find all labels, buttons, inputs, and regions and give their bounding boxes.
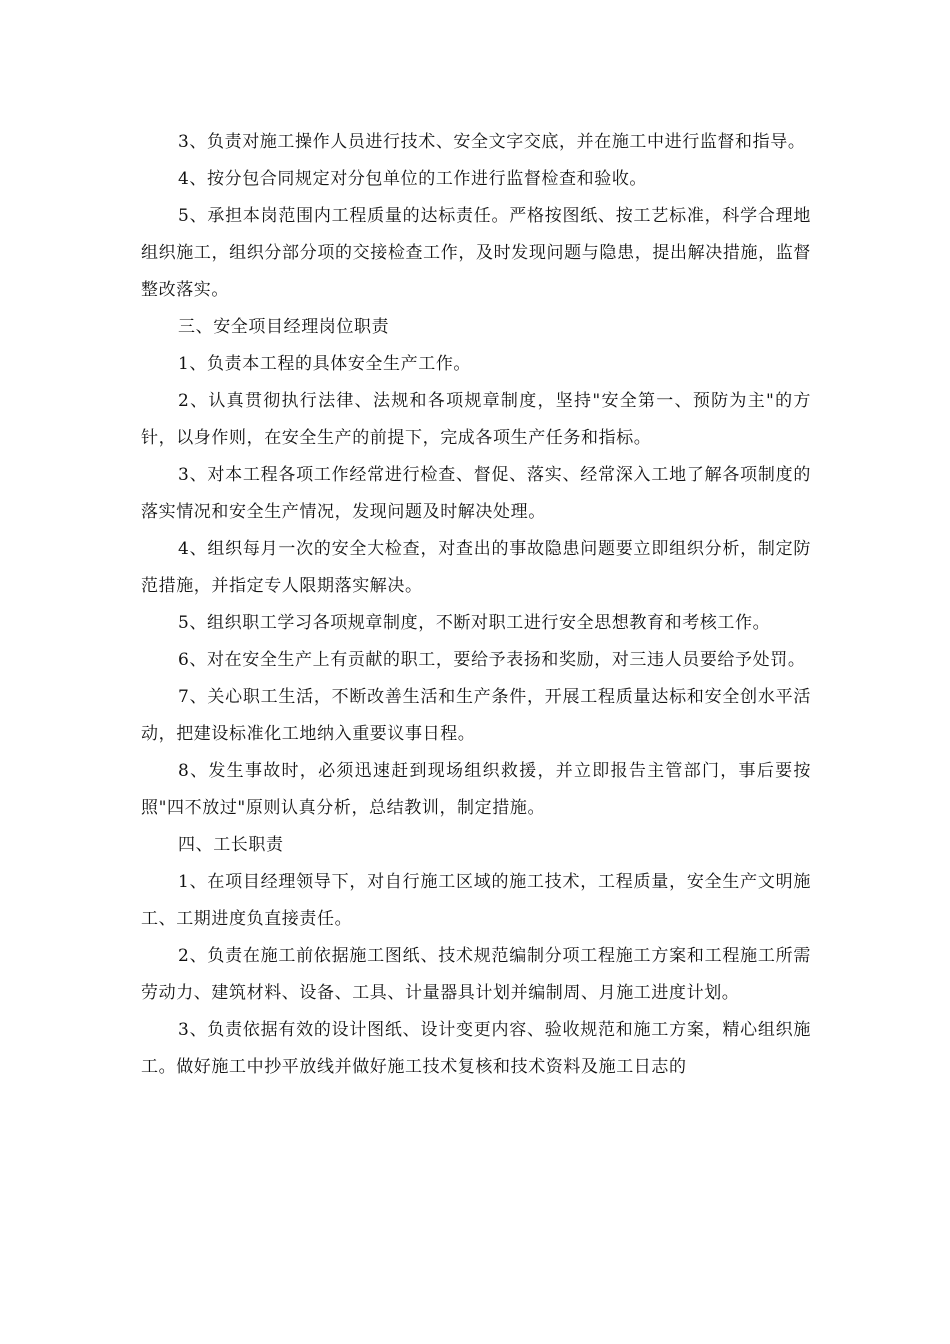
document-body <box>141 124 811 1086</box>
paragraph-safety-item-6: 6、对在安全生产上有贡献的职工，要给予表扬和奖励，对三违人员要给予处罚。 <box>178 650 806 670</box>
paragraph-item-5-quality: 5、承担本岗范围内工程质量的达标责任。严格按图纸、按工艺标准，科学合理地组织施工，组织分部分项的交接检查工作，及时发现问题与隐患，提出解决措施，监督整改落实。 <box>141 206 811 300</box>
paragraph-item-4-subcontract: 4、按分包合同规定对分包单位的工作进行监督检查和验收。 <box>178 169 648 189</box>
paragraph-safety-item-4: 4、组织每月一次的安全大检查，对查出的事故隐患问题要立即组织分析，制定防范措施，并指定专人限期落实解决。 <box>141 539 811 596</box>
paragraph-safety-item-8: 8、发生事故时，必须迅速赶到现场组织救援，并立即报告主管部门，事后要按照"四不放过"原则认真分析，总结教训，制定措施。 <box>141 761 811 818</box>
paragraph-foreman-item-1: 1、在项目经理领导下，对自行施工区域的施工技术，工程质量，安全生产文明施工、工期进度负直接责任。 <box>141 872 811 929</box>
paragraph-safety-item-3: 3、对本工程各项工作经常进行检查、督促、落实、经常深入工地了解各项制度的落实情况和安全生产情况，发现问题及时解决处理。 <box>141 465 811 522</box>
paragraph-safety-item-2: 2、认真贯彻执行法律、法规和各项规章制度，坚持"安全第一、预防为主"的方针，以身作则，在安全生产的前提下，完成各项生产任务和指标。 <box>141 391 811 448</box>
paragraph-safety-item-1: 1、负责本工程的具体安全生产工作。 <box>178 354 472 374</box>
paragraph-safety-item-7: 7、关心职工生活，不断改善生活和生产条件，开展工程质量达标和安全创水平活动，把建设标准化工地纳入重要议事日程。 <box>141 687 811 744</box>
section-heading-foreman: 四、工长职责 <box>178 835 284 855</box>
paragraph-safety-item-5: 5、组织职工学习各项规章制度，不断对职工进行安全思想教育和考核工作。 <box>178 613 771 633</box>
section-heading-safety-manager: 三、安全项目经理岗位职责 <box>178 317 390 337</box>
paragraph-item-3-disclosure: 3、负责对施工操作人员进行技术、安全文字交底，并在施工中进行监督和指导。 <box>178 132 806 152</box>
paragraph-foreman-item-2: 2、负责在施工前依据施工图纸、技术规范编制分项工程施工方案和工程施工所需劳动力、建筑材料、设备、工具、计量器具计划并编制周、月施工进度计划。 <box>141 946 811 1003</box>
paragraph-foreman-item-3: 3、负责依据有效的设计图纸、设计变更内容、验收规范和施工方案，精心组织施工。做好施工中抄平放线并做好施工技术复核和技术资料及施工日志的 <box>141 1020 811 1077</box>
